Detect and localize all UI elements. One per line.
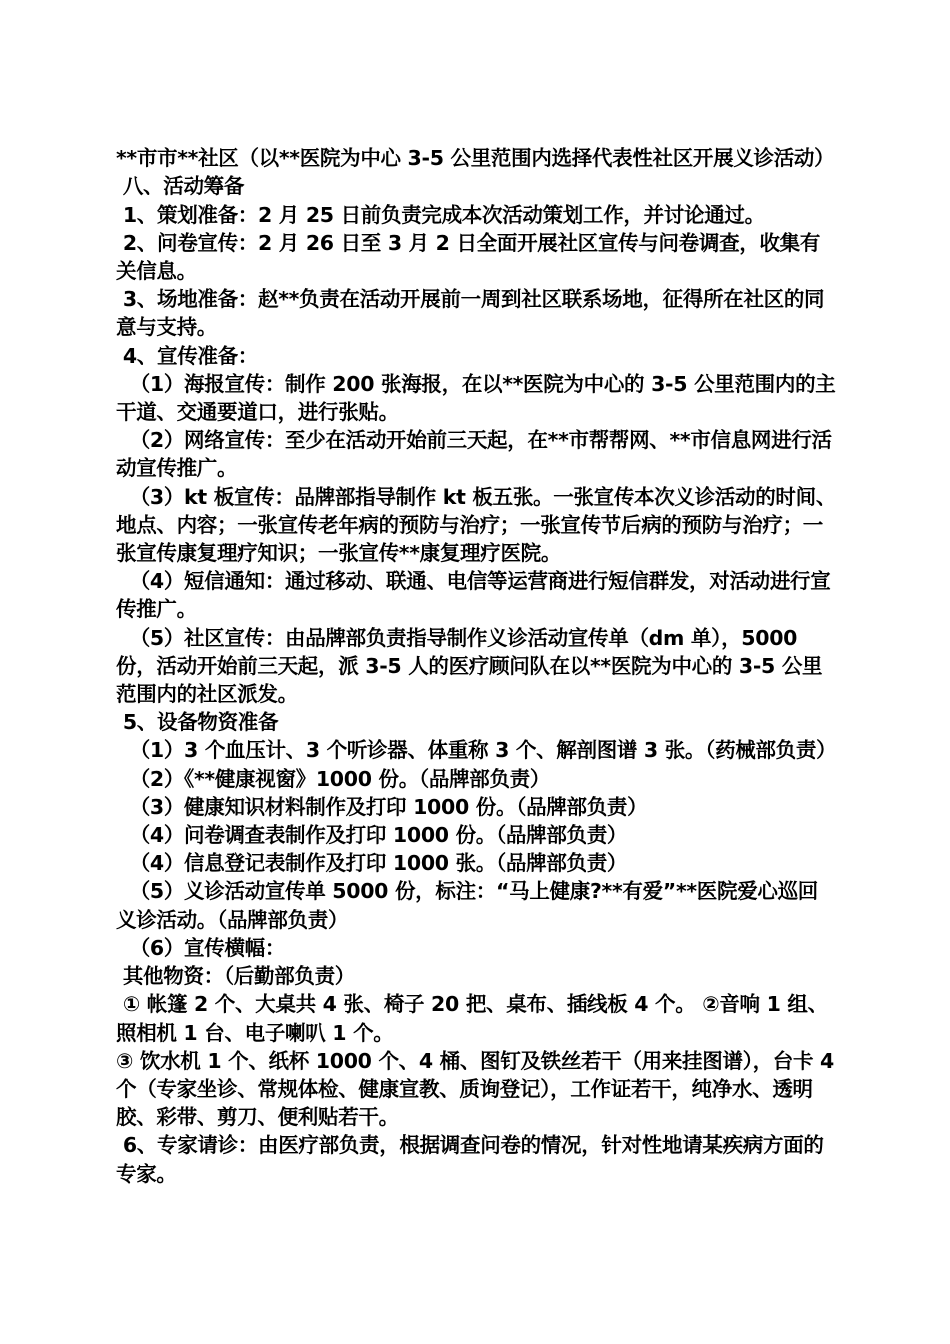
equipment-5: （5）义诊活动宣传单 5000 份，标注：“马上健康?**有爱”**医院爱心巡回义诊活动。（品牌部负责）: [116, 879, 818, 932]
equipment-1: （1）3 个血压计、3 个听诊器、体重称 3 个、解剖图谱 3 张。（药械部负责）: [116, 738, 837, 763]
subitem-poster: （1）海报宣传：制作 200 张海报，在以**医院为中心的 3-5 公里范围内的主干道、交通要道口，进行张贴。: [116, 371, 836, 425]
equipment-6: （6）宣传横幅：: [116, 935, 286, 960]
section-scope-text: **市市**社区（以**医院为中心 3-5 公里范围内选择代表性社区开展义诊活动）: [116, 118, 835, 171]
item-experts: 6、专家请诊：由医疗部负责，根据调查问卷的情况，针对性地请某疾病方面的专家。: [116, 1133, 824, 1186]
other-supplies-3: ③ 饮水机 1 个、纸杯 1000 个、4 桶、图钉及铁丝若干（用来挂图谱），台卡 4 个（专家坐诊、常规体检、健康宣教、质询登记），工作证若干，纯净水、透明胶、彩带、剪刀、便利贴若干。: [116, 1048, 841, 1130]
other-supplies-heading: 其他物资：（后勤部负责）: [116, 964, 355, 989]
item-promotion-heading: 4、宣传准备：: [116, 343, 259, 368]
equipment-3: （3）健康知识材料制作及打印 1000 份。（品牌部负责）: [116, 794, 648, 819]
document-page: [116, 116, 841, 1188]
item-equipment-heading: 5、设备物资准备: [116, 710, 279, 735]
subitem-network: （2）网络宣传：至少在活动开始前三天起，在**市帮帮网、**市信息网进行活动宣传推广。: [116, 428, 832, 481]
subitem-sms: （4）短信通知：通过移动、联通、电信等运营商进行短信群发，对活动进行宣传推广。: [116, 569, 831, 622]
item-venue: 3、场地准备：赵**负责在活动开展前一周到社区联系场地，征得所在社区的同意与支持。: [116, 287, 825, 340]
section-heading-preparation: 八、活动筹备: [116, 174, 245, 199]
equipment-4b: （4）信息登记表制作及打印 1000 张。（品牌部负责）: [116, 851, 628, 876]
subitem-community: （5）社区宣传：由品牌部负责指导制作义诊活动宣传单（dm 单），5000 份，活动开始前三天起，派 3-5 人的医疗顾问队在以**医院为中心的 3-5 公里范围内的社区派发。: [116, 625, 823, 707]
equipment-4a: （4）问卷调查表制作及打印 1000 份。（品牌部负责）: [116, 823, 628, 848]
equipment-2: （2）《**健康视窗》1000 份。（品牌部负责）: [116, 766, 551, 791]
other-supplies-1-2: ① 帐篷 2 个、大桌共 4 张、椅子 20 把、桌布、插线板 4 个。 ②音响 1 组、照相机 1 台、电子喇叭 1 个。: [116, 992, 828, 1045]
item-survey-promotion: 2、问卷宣传：2 月 26 日至 3 月 2 日全面开展社区宣传与问卷调查，收集有关信息。: [116, 230, 821, 284]
item-planning: 1、策划准备：2 月 25 日前负责完成本次活动策划工作，并讨论通过。: [116, 202, 765, 227]
subitem-kt-board: （3）kt 板宣传：品牌部指导制作 kt 板五张。一张宣传本次义诊活动的时间、地点、内容；一张宣传老年病的预防与治疗；一张宣传节后病的预防与治疗；一张宣传康复理疗知识；一张宣传**康复理疗医院。: [116, 484, 837, 566]
